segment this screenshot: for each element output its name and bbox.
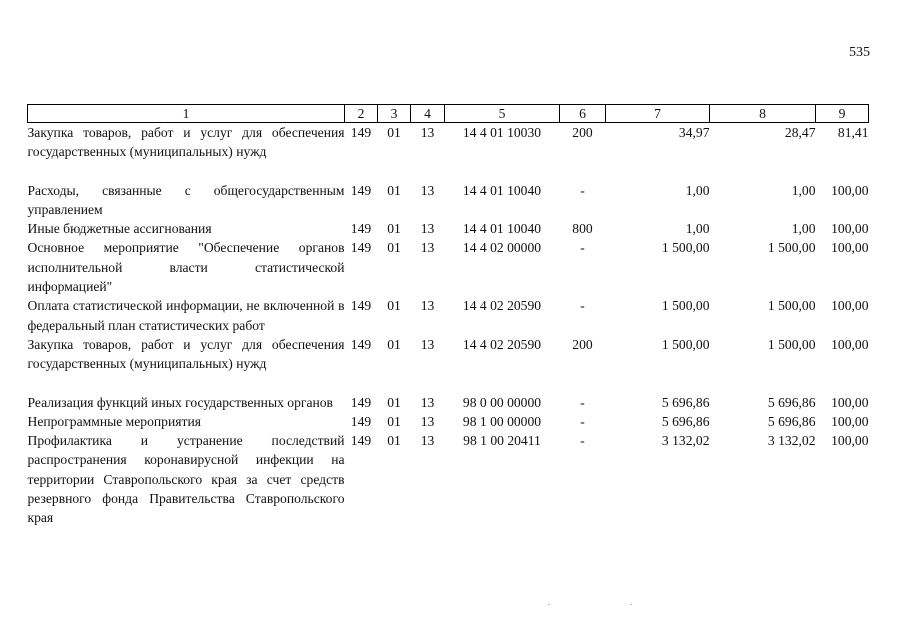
cell-subsection: 13	[420, 298, 435, 314]
cell-col8: 1 500,00	[767, 240, 816, 256]
cell-section: 01	[387, 336, 401, 352]
table-row	[28, 393, 869, 412]
cell-expense-type: -	[580, 182, 585, 198]
cell-subsection: 13	[420, 221, 435, 237]
cell-col9: 100,00	[831, 413, 869, 429]
table-row	[28, 431, 869, 527]
cell-chapter: 149	[350, 125, 372, 140]
column-header-5: 5	[445, 105, 560, 123]
cell-col8: 28,47	[784, 125, 816, 140]
cell-target-article: 14 4 01 10040	[462, 182, 542, 198]
cell-col8: 5 696,86	[767, 413, 816, 429]
cell-col7: 3 132,02	[661, 433, 710, 449]
row-name: Оплата статистической информации, не включенной в федеральный план статистических работ	[27, 298, 345, 333]
row-name: Профилактика и устранение последствий распространения коронавирусной инфекции на территории Ставропольского края за счет средств резервного фонда Правительства Ставропольского края	[27, 433, 345, 526]
cell-chapter: 149	[350, 413, 372, 429]
cell-col8: 1,00	[791, 182, 816, 198]
cell-col9: 100,00	[831, 221, 869, 237]
cell-chapter: 149	[350, 240, 372, 256]
page-number: 535	[849, 45, 870, 60]
column-header-7: 7	[606, 105, 710, 123]
cell-section: 01	[387, 394, 401, 410]
table-row	[28, 335, 869, 374]
cell-col8: 3 132,02	[767, 433, 816, 449]
cell-col7: 1 500,00	[661, 298, 710, 314]
cell-target-article: 98 1 00 00000	[462, 413, 542, 429]
column-header-8: 8	[710, 105, 816, 123]
cell-subsection: 13	[420, 394, 435, 410]
cell-expense-type: -	[580, 240, 585, 256]
cell-subsection: 13	[420, 240, 435, 256]
table-row	[28, 412, 869, 431]
table-row	[28, 181, 869, 220]
column-header-2: 2	[345, 105, 378, 123]
spacer-row	[28, 162, 869, 181]
budget-table	[27, 104, 869, 528]
scan-speck	[630, 604, 632, 605]
cell-section: 01	[387, 125, 401, 140]
cell-expense-type: -	[580, 433, 585, 449]
cell-expense-type: 800	[572, 221, 593, 237]
row-name: Закупка товаров, работ и услуг для обеспечения государственных (муниципальных) нужд	[27, 125, 345, 160]
cell-col7: 1 500,00	[661, 336, 710, 352]
cell-target-article: 14 4 02 00000	[462, 240, 542, 256]
table-header-row	[28, 105, 869, 123]
row-name: Расходы, связанные с общегосударственным управлением	[27, 182, 345, 217]
cell-subsection: 13	[420, 336, 435, 352]
cell-col7: 1 500,00	[661, 240, 710, 256]
cell-expense-type: -	[580, 394, 585, 410]
cell-section: 01	[387, 413, 401, 429]
row-name: Закупка товаров, работ и услуг для обеспечения государственных (муниципальных) нужд	[27, 336, 345, 372]
row-name: Реализация функций иных государственных органов	[27, 394, 333, 410]
cell-chapter: 149	[350, 433, 372, 449]
cell-chapter: 149	[350, 221, 372, 237]
cell-col7: 5 696,86	[661, 394, 710, 410]
row-name: Непрограммные мероприятия	[27, 413, 201, 429]
cell-target-article: 14 4 02 20590	[462, 336, 542, 352]
cell-chapter: 149	[350, 298, 372, 314]
table-row	[28, 296, 869, 335]
cell-col9: 100,00	[831, 240, 869, 256]
cell-chapter: 149	[350, 336, 372, 352]
table-row	[28, 123, 869, 162]
column-header-3: 3	[378, 105, 411, 123]
cell-expense-type: 200	[572, 125, 593, 140]
scan-speck	[548, 604, 550, 605]
cell-section: 01	[387, 433, 401, 449]
row-name: Иные бюджетные ассигнования	[27, 221, 212, 237]
cell-col9: 100,00	[831, 182, 869, 198]
cell-col9: 100,00	[831, 336, 869, 352]
table-row	[28, 238, 869, 296]
cell-expense-type: -	[580, 413, 585, 429]
cell-expense-type: 200	[572, 336, 593, 352]
column-header-4: 4	[411, 105, 445, 123]
cell-section: 01	[387, 298, 401, 314]
cell-section: 01	[387, 182, 401, 198]
cell-target-article: 98 1 00 20411	[463, 433, 541, 449]
column-header-6: 6	[560, 105, 606, 123]
spacer-row	[28, 374, 869, 393]
cell-section: 01	[387, 221, 401, 237]
cell-col9: 81,41	[837, 125, 869, 140]
cell-col7: 1,00	[685, 221, 710, 237]
cell-col7: 1,00	[685, 182, 710, 198]
cell-subsection: 13	[420, 182, 435, 198]
cell-expense-type: -	[580, 298, 585, 314]
cell-subsection: 13	[420, 433, 435, 449]
cell-col9: 100,00	[831, 433, 869, 449]
cell-subsection: 13	[420, 413, 435, 429]
cell-target-article: 98 0 00 00000	[462, 394, 542, 410]
cell-subsection: 13	[420, 125, 435, 140]
cell-col7: 5 696,86	[661, 413, 710, 429]
cell-col8: 1 500,00	[767, 336, 816, 352]
cell-col8: 1 500,00	[767, 298, 816, 314]
cell-chapter: 149	[350, 394, 372, 410]
cell-target-article: 14 4 01 10040	[462, 221, 542, 237]
row-name: Основное мероприятие "Обеспечение органов исполнительной власти статистической информацией"	[27, 240, 345, 295]
column-header-9: 9	[816, 105, 869, 123]
cell-col7: 34,97	[678, 125, 710, 140]
cell-col9: 100,00	[831, 298, 869, 314]
cell-col9: 100,00	[831, 394, 869, 410]
cell-col8: 1,00	[791, 221, 816, 237]
cell-chapter: 149	[350, 182, 372, 198]
cell-target-article: 14 4 02 20590	[462, 298, 542, 314]
column-header-1: 1	[28, 105, 345, 123]
cell-section: 01	[387, 240, 401, 256]
cell-col8: 5 696,86	[767, 394, 816, 410]
cell-target-article: 14 4 01 10030	[462, 125, 542, 140]
table-row	[28, 219, 869, 238]
